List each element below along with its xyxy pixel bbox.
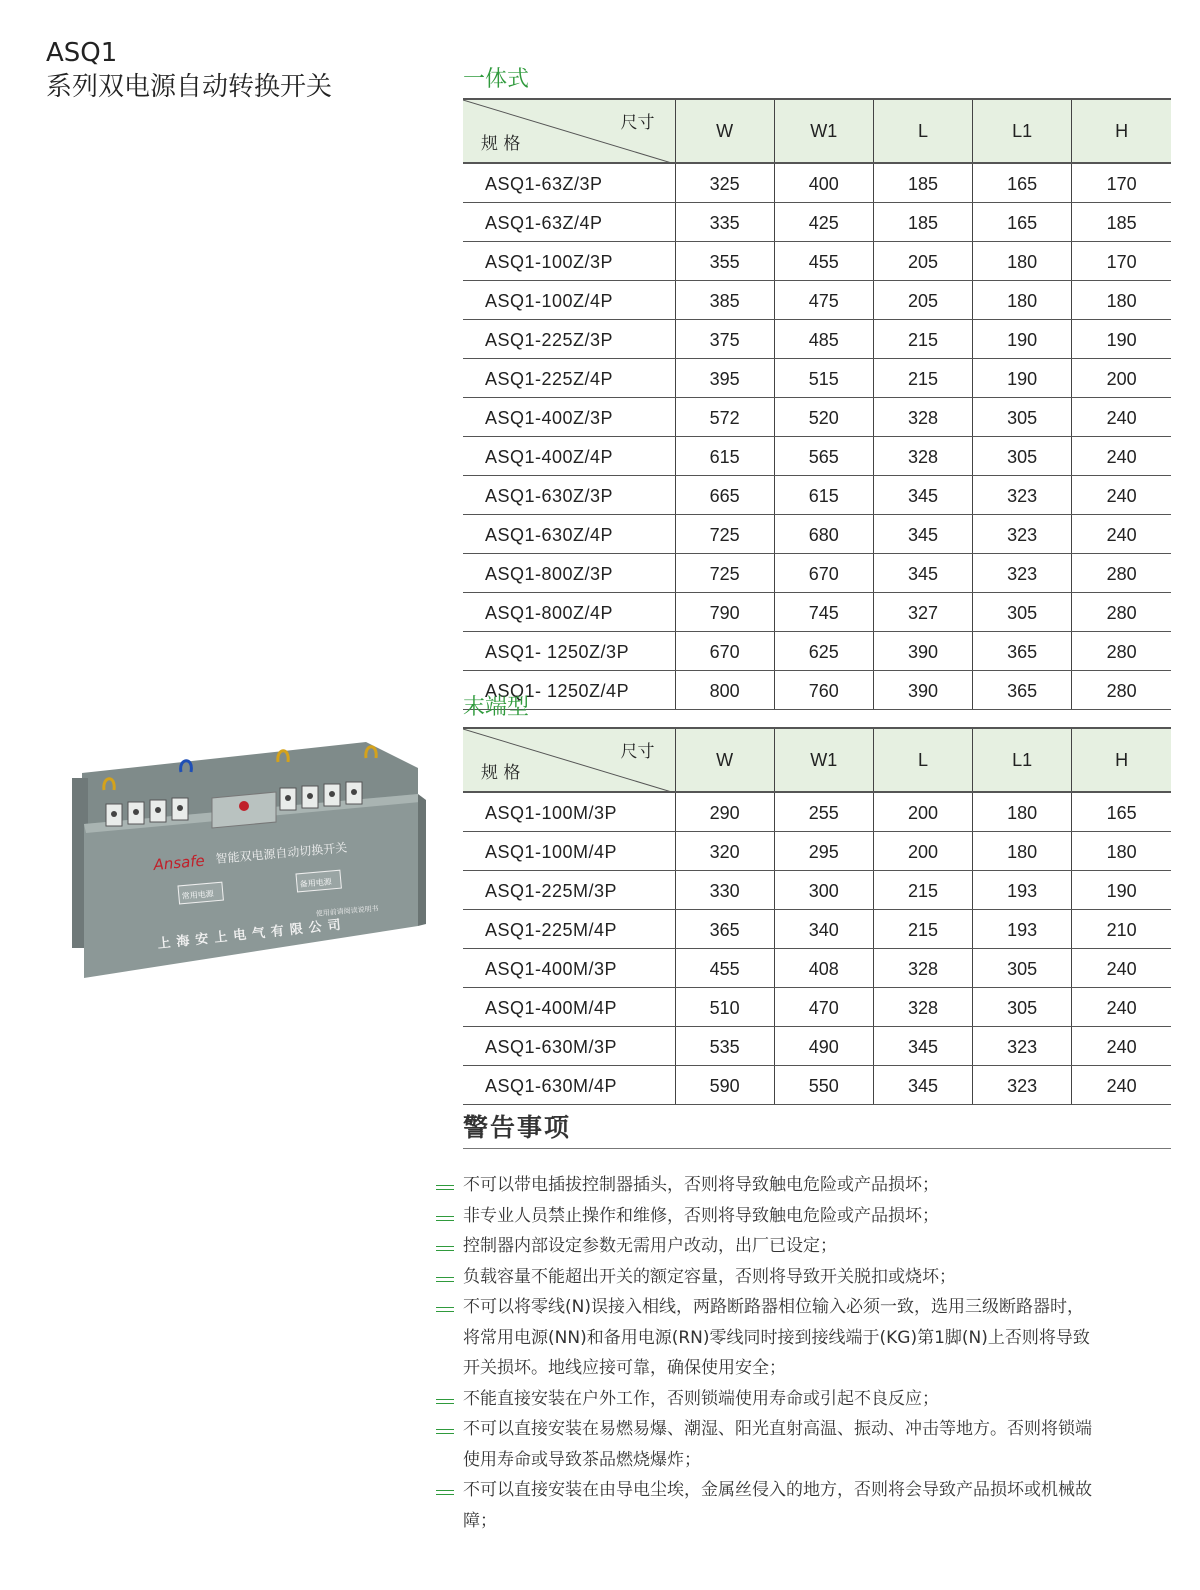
dimension-cell: 280 (1072, 593, 1171, 632)
dimension-cell: 400 (774, 163, 873, 203)
size-label: 尺寸 (620, 113, 655, 133)
model-cell: ASQ1-225M/3P (463, 871, 675, 910)
dimension-cell: 215 (873, 871, 972, 910)
dimension-cell: 340 (774, 910, 873, 949)
dimension-cell: 725 (675, 554, 774, 593)
dimension-cell: 193 (973, 910, 1072, 949)
warning-item (436, 1231, 1176, 1262)
warning-text-line: 使用寿命或导致茶品燃烧爆炸； (463, 1449, 701, 1470)
dimension-cell: 330 (675, 871, 774, 910)
dimension-cell: 255 (774, 792, 873, 832)
dimension-cell: 180 (973, 792, 1072, 832)
col-header-l1: L1 (973, 728, 1072, 792)
model-cell: ASQ1-630M/3P (463, 1027, 675, 1066)
spec-label: 规 格 (481, 134, 521, 154)
dimension-cell: 670 (675, 632, 774, 671)
dimension-cell: 320 (675, 832, 774, 871)
warning-item (436, 1475, 1176, 1536)
dimension-cell: 240 (1072, 949, 1171, 988)
table-row (463, 515, 1171, 554)
table-row (463, 949, 1171, 988)
dimension-cell: 295 (774, 832, 873, 871)
col-header-h: H (1072, 728, 1171, 792)
dimension-cell: 390 (873, 671, 972, 710)
dimension-cell: 180 (973, 832, 1072, 871)
dimension-cell: 300 (774, 871, 873, 910)
brand-logo: Ansafe (152, 851, 206, 874)
spec-label: 规 格 (481, 763, 521, 783)
table-row (463, 632, 1171, 671)
warning-item (436, 1262, 1176, 1293)
dimension-cell: 355 (675, 242, 774, 281)
table-row (463, 832, 1171, 871)
dimension-cell: 323 (973, 554, 1072, 593)
dimension-cell: 190 (973, 359, 1072, 398)
dimension-cell: 535 (675, 1027, 774, 1066)
warning-item (436, 1384, 1176, 1415)
bullet-icon (436, 1307, 454, 1312)
dimension-cell: 200 (873, 792, 972, 832)
table-row (463, 671, 1171, 710)
page-title-model: ASQ1 (46, 38, 118, 68)
dimension-cell: 193 (973, 871, 1072, 910)
warning-text-line: 不能直接安装在户外工作，否则锁端使用寿命或引起不良反应； (463, 1388, 939, 1409)
dimension-cell: 745 (774, 593, 873, 632)
dimension-cell: 240 (1072, 1066, 1171, 1105)
dimension-cell: 345 (873, 1027, 972, 1066)
model-cell: ASQ1-100M/3P (463, 792, 675, 832)
dimension-cell: 680 (774, 515, 873, 554)
dimension-cell: 590 (675, 1066, 774, 1105)
dimension-cell: 345 (873, 1066, 972, 1105)
dimension-cell: 200 (873, 832, 972, 871)
terminal-section-title: 末端型 (463, 695, 530, 720)
dimension-cell: 215 (873, 359, 972, 398)
table-row (463, 988, 1171, 1027)
col-header-l: L (873, 728, 972, 792)
dimension-cell: 345 (873, 515, 972, 554)
dimension-cell: 323 (973, 1027, 1072, 1066)
model-cell: ASQ1-225M/4P (463, 910, 675, 949)
dimension-cell: 670 (774, 554, 873, 593)
dimension-cell: 425 (774, 203, 873, 242)
dimension-cell: 200 (1072, 359, 1171, 398)
warning-text-line: 不可以将零线(N)误接入相线，两路断路器相位输入必须一致，选用三级断路器时， (463, 1297, 1084, 1317)
warning-text-line: 开关损坏。地线应接可靠，确保使用安全； (463, 1358, 786, 1378)
product-main-button: 常用电源 (181, 889, 215, 901)
dimension-cell: 305 (973, 437, 1072, 476)
table-row (463, 203, 1171, 242)
dimension-cell: 290 (675, 792, 774, 832)
dimension-cell: 328 (873, 949, 972, 988)
bullet-icon (436, 1490, 454, 1495)
dimension-cell: 510 (675, 988, 774, 1027)
dimension-cell: 180 (973, 281, 1072, 320)
model-cell: ASQ1-225Z/3P (463, 320, 675, 359)
warning-item (436, 1292, 1176, 1384)
dimension-cell: 327 (873, 593, 972, 632)
dimension-cell: 240 (1072, 476, 1171, 515)
warning-item (436, 1414, 1176, 1475)
dimension-cell: 190 (1072, 871, 1171, 910)
dimension-cell: 280 (1072, 632, 1171, 671)
col-header-l: L (873, 99, 972, 163)
dimension-cell: 572 (675, 398, 774, 437)
dimension-cell: 615 (774, 476, 873, 515)
bullet-icon (436, 1429, 454, 1434)
dimension-cell: 305 (973, 988, 1072, 1027)
dimension-cell: 180 (973, 242, 1072, 281)
table-row (463, 1066, 1171, 1105)
header-corner-cell (463, 99, 675, 163)
table-row (463, 792, 1171, 832)
dimension-cell: 365 (973, 632, 1072, 671)
table-row (463, 163, 1171, 203)
bullet-icon (436, 1246, 454, 1251)
dimension-cell: 515 (774, 359, 873, 398)
warning-item (436, 1201, 1176, 1232)
dimension-cell: 165 (973, 163, 1072, 203)
product-manual-note: 使用前请阅读说明书 (315, 904, 379, 918)
dimension-cell: 305 (973, 593, 1072, 632)
dimension-cell: 800 (675, 671, 774, 710)
dimension-cell: 280 (1072, 554, 1171, 593)
dimension-cell: 185 (873, 163, 972, 203)
dimension-cell: 490 (774, 1027, 873, 1066)
dimension-cell: 185 (873, 203, 972, 242)
model-cell: ASQ1-400M/4P (463, 988, 675, 1027)
col-header-h: H (1072, 99, 1171, 163)
warning-text-line: 不可以直接安装在易燃易爆、潮湿、阳光直射高温、振动、冲击等地方。否则将锁端 (463, 1419, 1092, 1439)
dimension-cell: 323 (973, 515, 1072, 554)
size-label: 尺寸 (620, 742, 655, 762)
table-row (463, 910, 1171, 949)
warning-text-line: 控制器内部设定参数无需用户改动，出厂已设定； (463, 1236, 837, 1256)
col-header-w: W (675, 728, 774, 792)
dimension-cell: 215 (873, 320, 972, 359)
model-cell: ASQ1-800Z/4P (463, 593, 675, 632)
model-cell: ASQ1-400Z/4P (463, 437, 675, 476)
dimension-cell: 375 (675, 320, 774, 359)
dimension-cell: 240 (1072, 988, 1171, 1027)
model-cell: ASQ1-630Z/4P (463, 515, 675, 554)
dimension-cell: 725 (675, 515, 774, 554)
bullet-icon (436, 1399, 454, 1404)
table-header-row (463, 728, 1171, 792)
model-cell: ASQ1-63Z/4P (463, 203, 675, 242)
model-cell: ASQ1-630M/4P (463, 1066, 675, 1105)
dimension-cell: 615 (675, 437, 774, 476)
warning-text-line: 负载容量不能超出开关的额定容量，否则将导致开关脱扣或烧坏； (463, 1266, 956, 1287)
dimension-cell: 240 (1072, 515, 1171, 554)
product-panel-title: 智能双电源自动切换开关 (215, 840, 348, 866)
dimension-cell: 475 (774, 281, 873, 320)
dimension-cell: 365 (675, 910, 774, 949)
model-cell: ASQ1- 1250Z/4P (463, 671, 675, 710)
dimension-cell: 215 (873, 910, 972, 949)
dimension-cell: 520 (774, 398, 873, 437)
dimension-cell: 280 (1072, 671, 1171, 710)
warning-text-line: 将常用电源(NN)和备用电源(RN)零线同时接到接线端于(KG)第1脚(N)上否则将导致 (463, 1327, 1090, 1348)
dimension-cell: 185 (1072, 203, 1171, 242)
table-row (463, 281, 1171, 320)
integrated-section-title: 一体式 (463, 67, 530, 92)
table-row (463, 398, 1171, 437)
dimension-cell: 323 (973, 1066, 1072, 1105)
dimension-cell: 550 (774, 1066, 873, 1105)
dimension-cell: 180 (1072, 281, 1171, 320)
col-header-w: W (675, 99, 774, 163)
dimension-cell: 365 (973, 671, 1072, 710)
dimension-cell: 165 (1072, 792, 1171, 832)
bullet-icon (436, 1216, 454, 1221)
dimension-cell: 325 (675, 163, 774, 203)
dimension-cell: 790 (675, 593, 774, 632)
model-cell: ASQ1-225Z/4P (463, 359, 675, 398)
dimension-cell: 335 (675, 203, 774, 242)
model-cell: ASQ1-100Z/4P (463, 281, 675, 320)
dimension-cell: 205 (873, 281, 972, 320)
table-row (463, 871, 1171, 910)
dimension-cell: 470 (774, 988, 873, 1027)
dimension-cell: 240 (1072, 1027, 1171, 1066)
col-header-w1: W1 (774, 728, 873, 792)
dimension-cell: 760 (774, 671, 873, 710)
col-header-w1: W1 (774, 99, 873, 163)
warnings-title: 警告事项 (463, 1113, 572, 1142)
dimension-cell: 390 (873, 632, 972, 671)
model-cell: ASQ1-630Z/3P (463, 476, 675, 515)
dimension-cell: 408 (774, 949, 873, 988)
dimension-cell: 328 (873, 398, 972, 437)
table-row (463, 437, 1171, 476)
table-header-row (463, 99, 1171, 163)
page-title-series: 系列双电源自动转换开关 (46, 72, 333, 102)
header-corner-cell (463, 728, 675, 792)
dimension-cell: 205 (873, 242, 972, 281)
product-company: 上海安上电气有限公司 (156, 917, 348, 952)
dimension-cell: 485 (774, 320, 873, 359)
dimension-cell: 323 (973, 476, 1072, 515)
dimension-cell: 190 (973, 320, 1072, 359)
model-cell: ASQ1-800Z/3P (463, 554, 675, 593)
table-row (463, 320, 1171, 359)
dimension-cell: 345 (873, 476, 972, 515)
dimension-cell: 305 (973, 949, 1072, 988)
dimension-cell: 395 (675, 359, 774, 398)
table-row (463, 359, 1171, 398)
dimension-cell: 565 (774, 437, 873, 476)
dimension-cell: 385 (675, 281, 774, 320)
dimension-cell: 190 (1072, 320, 1171, 359)
table-row (463, 242, 1171, 281)
dimension-cell: 345 (873, 554, 972, 593)
warnings-divider (463, 1148, 1171, 1149)
warning-text-line: 不可以带电插拔控制器插头，否则将导致触电危险或产品损坏； (463, 1175, 939, 1195)
model-cell: ASQ1-400Z/3P (463, 398, 675, 437)
dimension-cell: 180 (1072, 832, 1171, 871)
model-cell: ASQ1-400M/3P (463, 949, 675, 988)
table-row (463, 554, 1171, 593)
warnings-list (436, 1170, 1176, 1536)
dimension-cell: 455 (774, 242, 873, 281)
bullet-icon (436, 1277, 454, 1282)
dimension-cell: 305 (973, 398, 1072, 437)
table-row (463, 1027, 1171, 1066)
integrated-dimensions-table (463, 98, 1171, 710)
dimension-cell: 240 (1072, 437, 1171, 476)
dimension-cell: 625 (774, 632, 873, 671)
warning-text-line: 不可以直接安装在由导电尘埃，金属丝侵入的地方，否则将会导致产品损坏或机械故 (463, 1480, 1092, 1500)
table-row (463, 476, 1171, 515)
dimension-cell: 328 (873, 988, 972, 1027)
dimension-cell: 210 (1072, 910, 1171, 949)
warning-text-line: 障； (463, 1510, 497, 1531)
warning-text-line: 非专业人员禁止操作和维修，否则将导致触电危险或产品损坏； (463, 1205, 939, 1226)
col-header-l1: L1 (973, 99, 1072, 163)
product-image (66, 738, 432, 988)
dimension-cell: 170 (1072, 163, 1171, 203)
warning-item (436, 1170, 1176, 1201)
dimension-cell: 328 (873, 437, 972, 476)
model-cell: ASQ1- 1250Z/3P (463, 632, 675, 671)
page-title (46, 36, 332, 104)
model-cell: ASQ1-100Z/3P (463, 242, 675, 281)
dimension-cell: 455 (675, 949, 774, 988)
dimension-cell: 165 (973, 203, 1072, 242)
dimension-cell: 170 (1072, 242, 1171, 281)
terminal-dimensions-table (463, 727, 1171, 1105)
model-cell: ASQ1-100M/4P (463, 832, 675, 871)
product-backup-button: 备用电源 (299, 877, 333, 889)
model-cell: ASQ1-63Z/3P (463, 163, 675, 203)
table-row (463, 593, 1171, 632)
dimension-cell: 240 (1072, 398, 1171, 437)
bullet-icon (436, 1185, 454, 1190)
dimension-cell: 665 (675, 476, 774, 515)
